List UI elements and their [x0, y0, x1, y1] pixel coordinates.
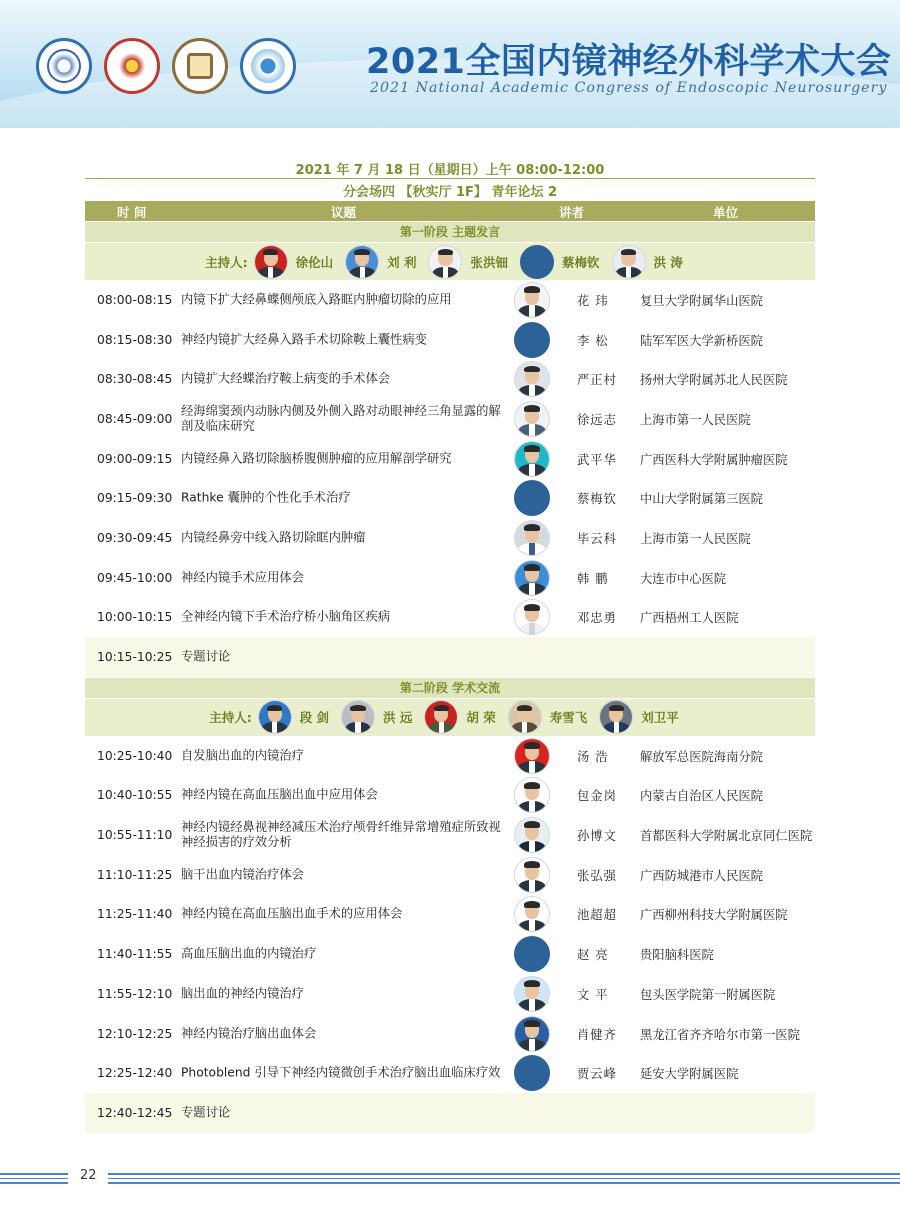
host-label: 主持人: — [205, 254, 248, 270]
row-speaker: 邓忠勇 — [577, 611, 617, 626]
host-name: 洪 远 — [383, 710, 413, 726]
row-time: 10:55-11:10 — [97, 828, 173, 843]
host-name: 蔡梅钦 — [562, 254, 600, 270]
header-topic: 议题 — [331, 205, 357, 220]
row-time: 09:45-10:00 — [97, 570, 173, 585]
table-row — [85, 776, 815, 816]
row-topic: 专题讨论 — [181, 1105, 231, 1120]
host — [258, 700, 329, 734]
host-name: 胡 荣 — [466, 710, 496, 726]
speaker-avatar — [514, 441, 550, 477]
conference-logo-icon — [36, 38, 92, 94]
host — [428, 245, 508, 279]
table-row — [85, 895, 815, 935]
row-speaker: 孙博文 — [577, 829, 617, 844]
speaker-avatar — [514, 401, 550, 437]
table-row — [85, 736, 815, 776]
host-row — [85, 242, 815, 280]
host-name: 徐伦山 — [295, 254, 334, 270]
row-speaker: 包金岗 — [577, 789, 617, 804]
table-row — [85, 598, 815, 638]
table-row — [85, 439, 815, 479]
row-time: 11:55-12:10 — [97, 986, 173, 1001]
host-name: 刘卫平 — [641, 710, 679, 726]
row-topic: Rathke 囊肿的个性化手术治疗 — [181, 490, 351, 505]
row-speaker: 武平华 — [577, 452, 617, 467]
conference-title: 2021全国内镜神经外科学术大会 — [366, 42, 892, 82]
speaker-avatar — [514, 817, 550, 853]
host-name: 张洪钿 — [470, 254, 508, 270]
row-topic: 自发脑出血的内镜治疗 — [181, 748, 304, 763]
page-header — [0, 0, 900, 128]
host — [612, 245, 683, 279]
speaker-avatar — [514, 777, 550, 813]
row-time: 10:40-10:55 — [97, 788, 173, 803]
row-speaker: 贾云峰 — [577, 1067, 617, 1082]
row-time: 10:25-10:40 — [97, 748, 173, 763]
host — [599, 700, 679, 734]
host-name: 段 剑 — [299, 710, 330, 726]
host — [520, 245, 600, 279]
table-row — [85, 359, 815, 399]
table-row — [85, 1053, 815, 1093]
row-topic: 神经内镜经鼻视神经减压术治疗颅骨纤维异常增殖症所致视神经损害的疗效分析 — [181, 820, 501, 850]
host-label: 主持人: — [209, 710, 252, 726]
row-topic: 神经内镜手术应用体会 — [181, 570, 304, 585]
row-time: 10:15-10:25 — [97, 650, 173, 665]
row-time: 08:30-08:45 — [97, 372, 173, 387]
row-topic: 神经内镜扩大经鼻入路手术切除鞍上囊性病变 — [181, 332, 427, 347]
table-row-discussion — [85, 637, 815, 677]
row-topic: 高血压脑出血的内镜治疗 — [181, 946, 317, 961]
row-speaker: 毕云科 — [577, 531, 617, 546]
header-speaker: 讲者 — [559, 205, 585, 220]
row-topic: 专题讨论 — [181, 649, 231, 664]
row-unit: 包头医学院第一附属医院 — [640, 987, 776, 1002]
avatar — [424, 700, 458, 734]
row-topic: Photoblend 引导下神经内镜微创手术治疗脑出血临床疗效 — [181, 1065, 501, 1080]
header-time: 时 间 — [117, 205, 147, 220]
speaker-avatar — [514, 361, 550, 397]
stage1-rows — [85, 280, 815, 677]
row-topic: 神经内镜治疗脑出血体会 — [181, 1026, 317, 1041]
row-time: 11:40-11:55 — [97, 947, 173, 962]
avatar — [428, 245, 462, 279]
row-time: 08:15-08:30 — [97, 332, 173, 347]
speaker-avatar — [514, 976, 550, 1012]
avatar — [341, 700, 375, 734]
avatar — [520, 245, 554, 279]
avatar — [345, 245, 379, 279]
speaker-avatar — [514, 322, 550, 358]
footer-lines — [0, 1173, 68, 1187]
row-unit: 内蒙古自治区人民医院 — [640, 789, 763, 804]
row-unit: 扬州大学附属苏北人民医院 — [640, 373, 788, 388]
row-speaker: 韩 鹏 — [577, 571, 609, 586]
row-time: 09:00-09:15 — [97, 451, 173, 466]
row-speaker: 张弘强 — [577, 868, 617, 883]
row-unit: 陆军军医大学新桥医院 — [640, 333, 763, 348]
stage-title: 第一阶段 主题发言 — [85, 221, 815, 242]
row-topic: 神经内镜在高血压脑出血中应用体会 — [181, 787, 378, 802]
host-name: 洪 涛 — [653, 254, 683, 270]
host — [341, 700, 412, 734]
row-unit: 贵阳脑科医院 — [640, 948, 714, 963]
avatar — [599, 700, 633, 734]
session-date: 2021 年 7 月 18 日（星期日）上午 08:00-12:00 — [295, 163, 605, 178]
society-logo-icon — [104, 38, 160, 94]
row-time: 08:00-08:15 — [97, 292, 173, 307]
row-speaker: 赵 亮 — [577, 948, 609, 963]
row-unit: 黑龙江省齐齐哈尔市第一医院 — [640, 1027, 800, 1042]
row-topic: 全神经内镜下手术治疗桥小脑角区疾病 — [181, 609, 391, 624]
row-time: 11:25-11:40 — [97, 907, 173, 922]
row-speaker: 徐远志 — [577, 412, 617, 427]
row-topic: 经海绵窦颈内动脉内侧及外侧入路对动眼神经三角显露的解剖及临床研究 — [181, 403, 501, 433]
speaker-avatar — [514, 896, 550, 932]
row-speaker: 池超超 — [577, 908, 617, 923]
speaker-avatar — [514, 560, 550, 596]
table-row — [85, 399, 815, 439]
row-time: 12:40-12:45 — [97, 1105, 173, 1120]
host — [508, 700, 588, 734]
table-row — [85, 1014, 815, 1054]
table-row — [85, 320, 815, 360]
table-row — [85, 815, 815, 855]
association-logo-icon — [240, 38, 296, 94]
divider — [85, 178, 815, 179]
table-row — [85, 518, 815, 558]
row-speaker: 肖健齐 — [577, 1027, 617, 1042]
row-speaker: 汤 浩 — [577, 749, 609, 764]
table-row — [85, 558, 815, 598]
schedule-table — [85, 201, 815, 1133]
speaker-avatar — [514, 480, 550, 516]
speaker-avatar — [514, 1016, 550, 1052]
logo-group — [36, 38, 296, 94]
row-unit: 延安大学附属医院 — [640, 1067, 739, 1082]
row-topic: 脑出血的神经内镜治疗 — [181, 986, 304, 1001]
avatar — [254, 245, 288, 279]
row-topic: 内镜下扩大经鼻蝶侧颅底入路眶内肿瘤切除的应用 — [181, 292, 452, 307]
row-unit: 上海市第一人民医院 — [640, 531, 751, 546]
row-unit: 广西梧州工人医院 — [640, 611, 739, 626]
header-unit: 单位 — [713, 205, 739, 220]
speaker-avatar — [514, 857, 550, 893]
speaker-avatar — [514, 520, 550, 556]
row-unit: 广西医科大学附属肿瘤医院 — [640, 452, 788, 467]
avatar — [612, 245, 646, 279]
speaker-avatar — [514, 599, 550, 635]
row-speaker: 文 平 — [577, 987, 609, 1002]
host-name: 刘 利 — [387, 254, 417, 270]
row-unit: 上海市第一人民医院 — [640, 412, 751, 427]
host — [424, 700, 495, 734]
row-unit: 首都医科大学附属北京同仁医院 — [640, 829, 813, 844]
row-time: 09:30-09:45 — [97, 530, 173, 545]
row-speaker: 严正村 — [577, 373, 617, 388]
avatar — [258, 700, 292, 734]
table-row — [85, 280, 815, 320]
row-speaker: 李 松 — [577, 333, 609, 348]
conference-title-english: 2021 National Academic Congress of Endoscopic Neurosurgery — [370, 80, 888, 96]
row-unit: 广西防城港市人民医院 — [640, 868, 763, 883]
stage-title: 第二阶段 学术交流 — [85, 677, 815, 698]
host — [254, 245, 334, 279]
row-speaker: 蔡梅钦 — [577, 492, 617, 507]
table-header — [85, 201, 815, 221]
session-room: 分会场四 【秋实厅 1F】 青年论坛 2 — [342, 185, 558, 200]
row-speaker: 花 玮 — [577, 293, 609, 308]
row-topic: 脑干出血内镜治疗体会 — [181, 867, 304, 882]
page-footer — [0, 1165, 900, 1189]
page-number: 22 — [80, 1168, 97, 1183]
row-unit: 解放军总医院海南分院 — [640, 749, 763, 764]
row-time: 08:45-09:00 — [97, 411, 173, 426]
row-unit: 大连市中心医院 — [640, 571, 727, 586]
speaker-avatar — [514, 936, 550, 972]
row-topic: 神经内镜在高血压脑出血手术的应用体会 — [181, 906, 403, 921]
table-row — [85, 974, 815, 1014]
row-unit: 广西柳州科技大学附属医院 — [640, 908, 788, 923]
row-unit: 复旦大学附属华山医院 — [640, 293, 763, 308]
row-topic: 内镜经鼻入路切除脑桥腹侧肿瘤的应用解剖学研究 — [181, 451, 452, 466]
host-row — [85, 698, 815, 736]
row-time: 11:10-11:25 — [97, 867, 173, 882]
footer-lines — [108, 1173, 900, 1187]
row-time: 12:25-12:40 — [97, 1066, 173, 1081]
speaker-avatar — [514, 1055, 550, 1091]
journal-logo-icon — [172, 38, 228, 94]
row-unit: 中山大学附属第三医院 — [640, 492, 763, 507]
row-topic: 内镜扩大经蝶治疗鞍上病变的手术体会 — [181, 371, 391, 386]
speaker-avatar — [514, 738, 550, 774]
host-name: 寿雪飞 — [549, 710, 588, 726]
table-row — [85, 855, 815, 895]
row-topic: 内镜经鼻旁中线入路切除眶内肿瘤 — [181, 530, 366, 545]
stage2-rows — [85, 736, 815, 1133]
avatar — [508, 700, 542, 734]
row-time: 12:10-12:25 — [97, 1026, 173, 1041]
table-row — [85, 478, 815, 518]
row-time: 09:15-09:30 — [97, 491, 173, 506]
table-row-discussion — [85, 1093, 815, 1133]
host — [345, 245, 416, 279]
speaker-avatar — [514, 282, 550, 318]
row-time: 10:00-10:15 — [97, 610, 173, 625]
table-row — [85, 934, 815, 974]
